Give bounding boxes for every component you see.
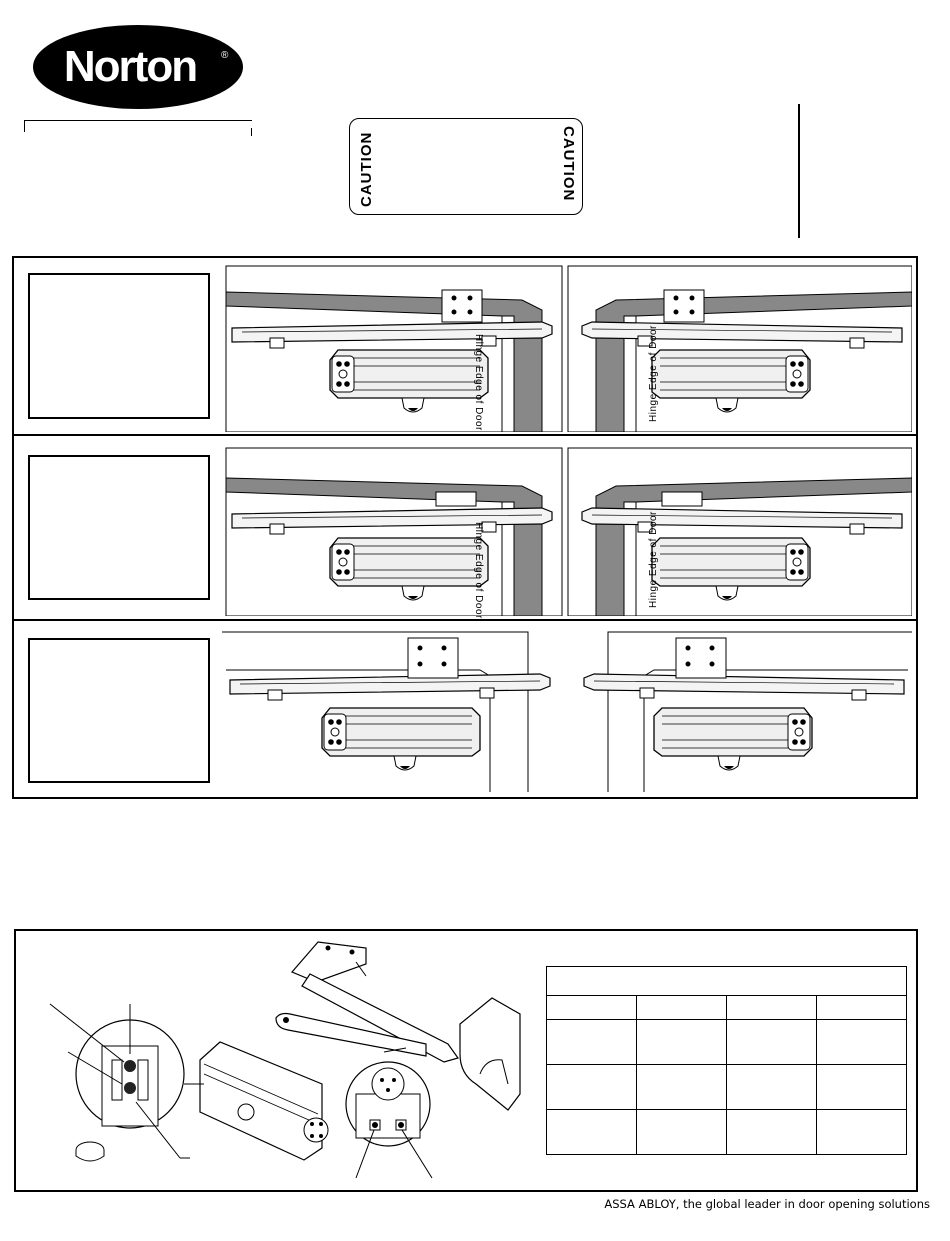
diagram-row-3 — [222, 630, 912, 792]
table-cell — [817, 1110, 907, 1155]
parts-illustration — [40, 934, 540, 1188]
table-cell — [817, 1020, 907, 1065]
table-row — [547, 1065, 907, 1110]
table-cell — [727, 1110, 817, 1155]
table-cell — [817, 1065, 907, 1110]
table-row — [547, 996, 907, 1020]
table-cell — [727, 996, 817, 1020]
diagram-row-2 — [222, 446, 912, 619]
hinge-edge-label: Hinge Edge of Door — [648, 511, 659, 608]
table-cell — [817, 996, 907, 1020]
hinge-edge-label: Hinge Edge of Door — [473, 334, 484, 431]
table-cell — [547, 1065, 637, 1110]
table-row — [547, 967, 907, 996]
row-divider — [12, 434, 918, 436]
parts-table — [546, 966, 907, 1155]
brand-name: Norton — [63, 42, 197, 91]
norton-logo — [32, 24, 244, 110]
diagram-row-1 — [222, 264, 912, 432]
hinge-edge-label: Hinge Edge of Door — [473, 522, 484, 619]
hinge-edge-label: Hinge Edge of Door — [648, 325, 659, 422]
table-cell — [637, 996, 727, 1020]
table-cell — [547, 1110, 637, 1155]
registered-mark: ® — [221, 50, 229, 61]
table-row — [547, 1110, 907, 1155]
caution-right: CAUTION — [560, 126, 577, 202]
footer-tagline: ASSA ABLOY, the global leader in door opening solutions — [604, 1197, 930, 1211]
caution-label — [349, 118, 583, 215]
header-divider — [798, 104, 800, 238]
table-cell — [547, 1020, 637, 1065]
header-rule — [24, 120, 252, 132]
header-rule-tick — [251, 128, 252, 136]
table-cell — [637, 1020, 727, 1065]
table-cell — [727, 1020, 817, 1065]
table-cell — [637, 1110, 727, 1155]
table-cell — [727, 1065, 817, 1110]
table-cell — [547, 996, 637, 1020]
row-divider — [12, 619, 918, 621]
instruction-box — [28, 638, 210, 783]
table-cell — [547, 967, 907, 996]
table-cell — [637, 1065, 727, 1110]
caution-left: CAUTION — [358, 131, 375, 207]
instruction-box — [28, 273, 210, 419]
instruction-box — [28, 455, 210, 600]
table-row — [547, 1020, 907, 1065]
